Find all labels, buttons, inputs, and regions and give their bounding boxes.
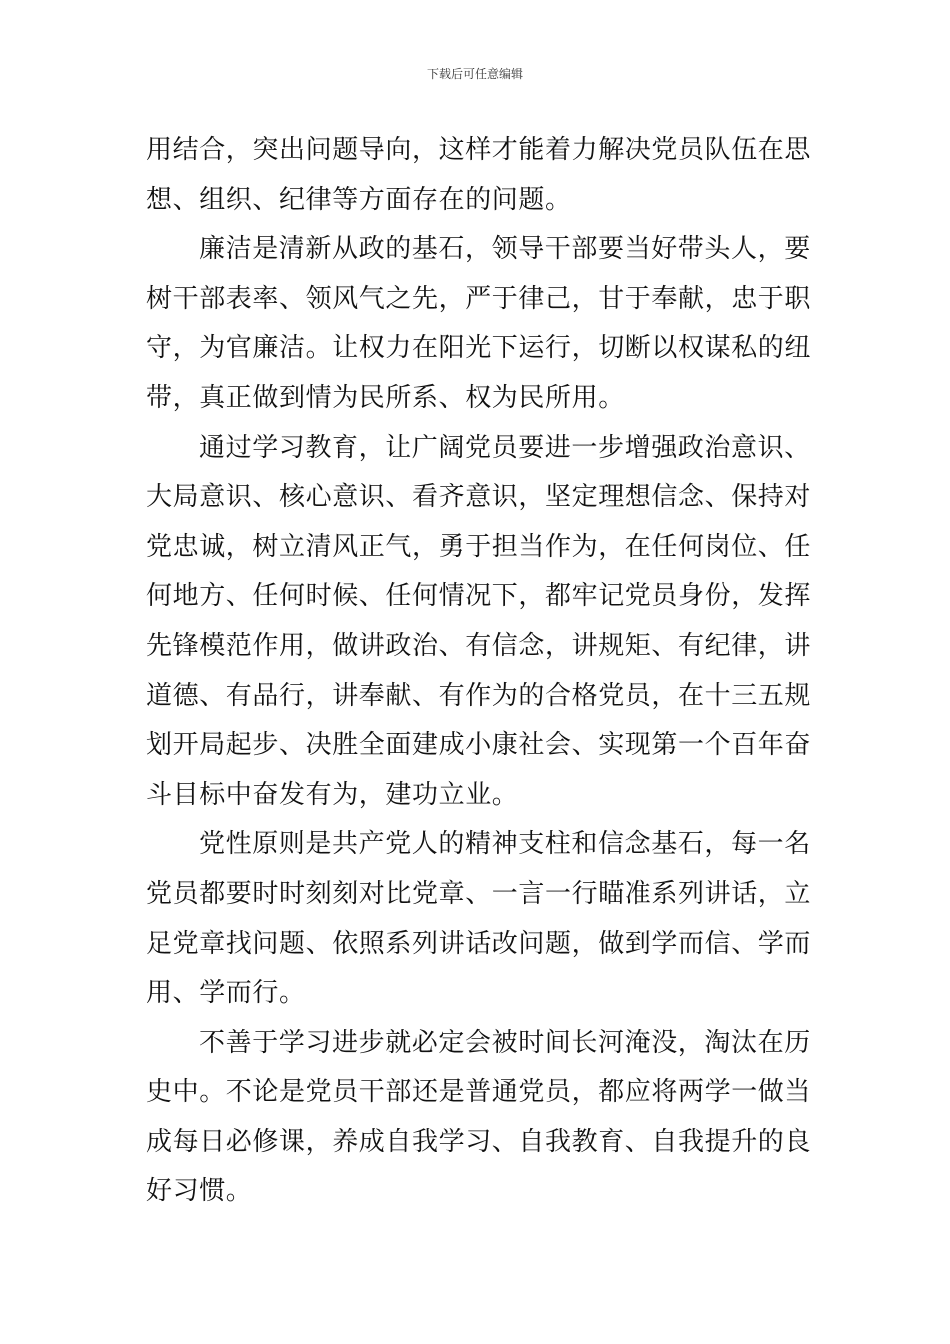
paragraph-first-line: 通过学习教育，让广阔党员要进一步增强政治意识、 — [199, 432, 811, 463]
text-line: 道德、有品行，讲奉献、有作为的合格党员，在十三五规 — [146, 680, 812, 711]
paragraph-first-line: 廉洁是清新从政的基石，领导干部要当好带头人，要 — [199, 234, 811, 265]
paragraph-first-line: 不善于学习进步就必定会被时间长河淹没，淘汰在历 — [199, 1027, 811, 1058]
text-line: 斗目标中奋发有为，建功立业。 — [146, 779, 519, 810]
text-line: 成每日必修课，养成自我学习、自我教育、自我提升的良 — [146, 1126, 812, 1157]
text-line: 好习惯。 — [146, 1176, 253, 1207]
text-line: 用结合，突出问题导向，这样才能着力解决党员队伍在思 — [146, 135, 812, 165]
text-line: 守，为官廉洁。让权力在阳光下运行，切断以权谋私的纽 — [146, 333, 812, 364]
paragraph-first-line: 党性原则是共产党人的精神支柱和信念基石，每一名 — [199, 829, 811, 860]
text-line: 党员都要时时刻刻对比党章、一言一行瞄准系列讲话，立 — [146, 878, 812, 909]
text-line: 划开局起步、决胜全面建成小康社会、实现第一个百年奋 — [146, 730, 812, 761]
page-header: 下载后可任意编辑 — [426, 67, 523, 81]
document-body — [146, 126, 814, 1217]
text-line: 何地方、任何时候、任何情况下，都牢记党员身份，发挥 — [146, 581, 812, 612]
text-line: 先锋模范作用，做讲政治、有信念，讲规矩、有纪律，讲 — [146, 630, 812, 661]
text-line: 史中。不论是党员干部还是普通党员，都应将两学一做当 — [146, 1077, 812, 1108]
text-line: 带，真正做到情为民所系、权为民所用。 — [146, 382, 625, 413]
text-line: 想、组织、纪律等方面存在的问题。 — [146, 184, 572, 215]
text-line: 树干部表率、领风气之先，严于律己，甘于奉献，忠于职 — [146, 283, 812, 314]
text-line: 用、学而行。 — [146, 978, 306, 1009]
text-line: 足党章找问题、依照系列讲话改问题，做到学而信、学而 — [146, 928, 812, 959]
text-line: 大局意识、核心意识、看齐意识，坚定理想信念、保持对 — [146, 482, 812, 513]
text-line: 党忠诚，树立清风正气，勇于担当作为，在任何岗位、任 — [146, 531, 812, 562]
